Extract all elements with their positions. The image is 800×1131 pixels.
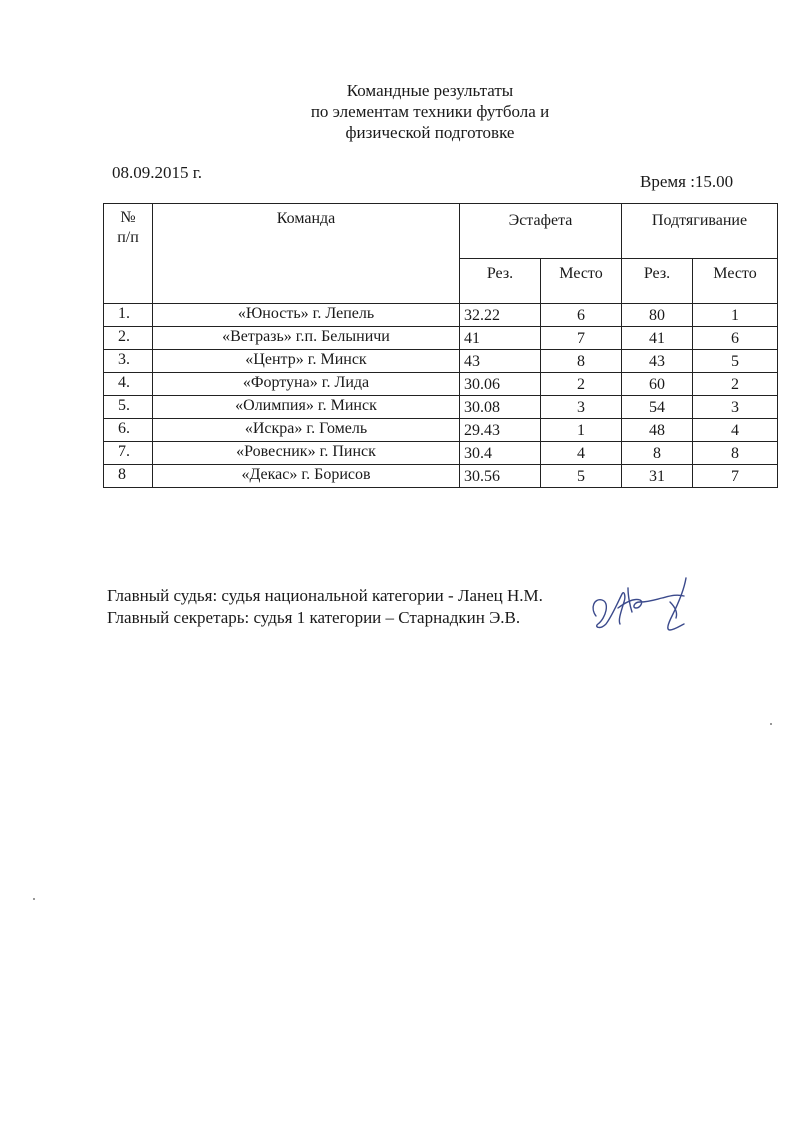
row-team: «Фортуна» г. Лида [153, 373, 460, 396]
row-relay-result: 30.08 [460, 396, 541, 419]
row-relay-place: 1 [541, 419, 622, 442]
table-row [104, 442, 778, 465]
officials [107, 585, 543, 629]
row-relay-place: 3 [541, 396, 622, 419]
header-pullups-place: Место [693, 259, 778, 304]
row-number: 4. [104, 373, 153, 396]
row-relay-result: 43 [460, 350, 541, 373]
row-pullups-place: 1 [693, 304, 778, 327]
title-line: физической подготовке [345, 123, 515, 142]
row-relay-result: 30.4 [460, 442, 541, 465]
row-pullups-result: 54 [622, 396, 693, 419]
row-relay-result: 30.06 [460, 373, 541, 396]
signature-stroke [593, 593, 625, 628]
row-team: «Искра» г. Гомель [153, 419, 460, 442]
table-row [104, 465, 778, 488]
row-relay-result: 30.56 [460, 465, 541, 488]
row-relay-result: 32.22 [460, 304, 541, 327]
row-relay-result: 41 [460, 327, 541, 350]
row-team: «Декас» г. Борисов [153, 465, 460, 488]
row-pullups-result: 43 [622, 350, 693, 373]
row-relay-place: 8 [541, 350, 622, 373]
signature-stroke [668, 578, 686, 630]
header-team: Команда [153, 204, 460, 304]
row-relay-place: 7 [541, 327, 622, 350]
results-table [103, 203, 778, 488]
signature-image [588, 572, 700, 640]
header-relay-place: Место [541, 259, 622, 304]
row-pullups-result: 80 [622, 304, 693, 327]
row-relay-result: 29.43 [460, 419, 541, 442]
row-number: 3. [104, 350, 153, 373]
row-pullups-result: 8 [622, 442, 693, 465]
row-team: «Юность» г. Лепель [153, 304, 460, 327]
row-relay-place: 5 [541, 465, 622, 488]
row-pullups-result: 31 [622, 465, 693, 488]
row-pullups-place: 4 [693, 419, 778, 442]
chief-judge: Главный судья: судья национальной категории - Ланец Н.М. [107, 586, 543, 605]
row-pullups-place: 7 [693, 465, 778, 488]
row-number: 5. [104, 396, 153, 419]
table-row [104, 350, 778, 373]
title-line: по элементам техники футбола и [310, 102, 550, 121]
row-number: 1. [104, 304, 153, 327]
row-pullups-result: 60 [622, 373, 693, 396]
header-pullups: Подтягивание [622, 204, 778, 259]
table-row [104, 327, 778, 350]
table-row [104, 373, 778, 396]
row-pullups-result: 41 [622, 327, 693, 350]
row-pullups-place: 6 [693, 327, 778, 350]
row-number: 7. [104, 442, 153, 465]
signature-stroke [670, 602, 677, 618]
row-number: 8 [104, 465, 153, 488]
row-pullups-place: 2 [693, 373, 778, 396]
row-pullups-place: 3 [693, 396, 778, 419]
header-relay: Эстафета [460, 204, 622, 259]
row-team: «Ровесник» г. Пинск [153, 442, 460, 465]
row-number: 2. [104, 327, 153, 350]
results-body [104, 304, 778, 488]
row-pullups-result: 48 [622, 419, 693, 442]
row-pullups-place: 5 [693, 350, 778, 373]
row-relay-place: 4 [541, 442, 622, 465]
row-team: «Ветразь» г.п. Белыничи [153, 327, 460, 350]
header-number-abbrev: п/п [117, 229, 139, 246]
row-team: «Олимпия» г. Минск [153, 396, 460, 419]
row-relay-place: 6 [541, 304, 622, 327]
table-row [104, 419, 778, 442]
row-pullups-place: 8 [693, 442, 778, 465]
chief-secretary: Главный секретарь: судья 1 категории – Старнадкин Э.В. [107, 608, 521, 627]
table-row [104, 396, 778, 419]
header-pullups-result: Рез. [622, 259, 693, 304]
document-title [0, 80, 800, 143]
document-time: Время :15.00 [640, 172, 734, 191]
header-number [104, 204, 153, 304]
header-relay-result: Рез. [460, 259, 541, 304]
row-number: 6. [104, 419, 153, 442]
header-row [104, 204, 778, 259]
table-row [104, 304, 778, 327]
document-date: 08.09.2015 г. [112, 163, 203, 182]
title-line: Командные результаты [346, 81, 514, 100]
row-team: «Центр» г. Минск [153, 350, 460, 373]
row-relay-place: 2 [541, 373, 622, 396]
scan-speck [33, 898, 35, 900]
header-number-symbol: № [120, 209, 136, 226]
scan-speck [770, 723, 772, 725]
